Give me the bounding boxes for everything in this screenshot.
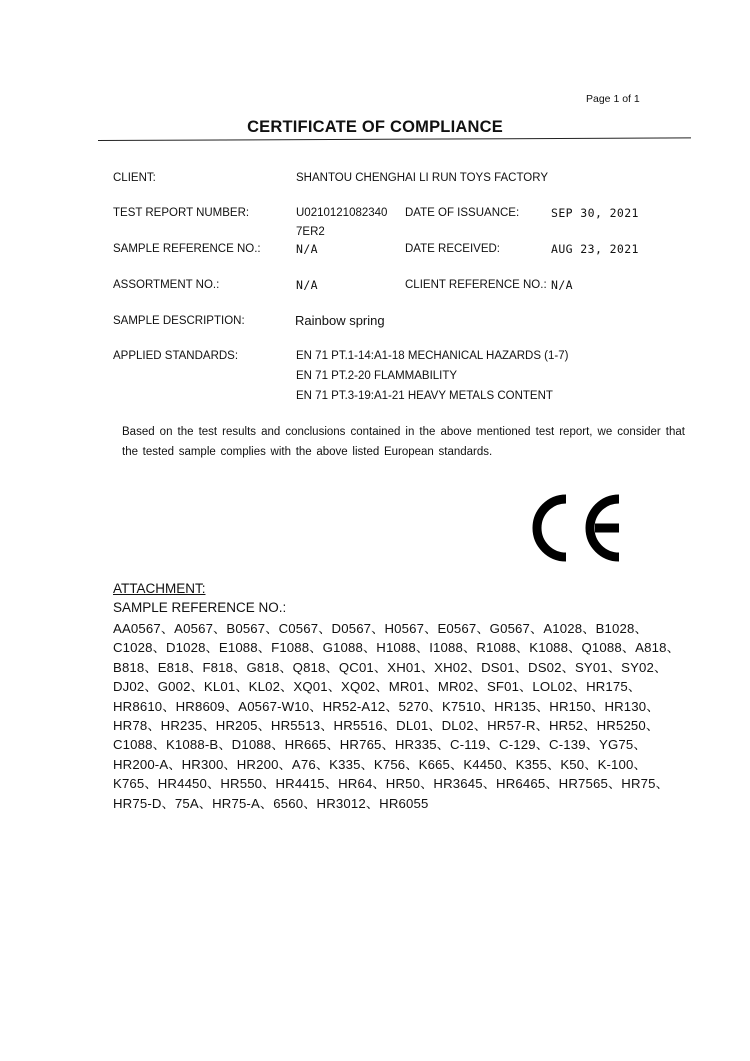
date-received-value: AUG 23, 2021 <box>551 242 639 256</box>
assortment-value: N/A <box>296 278 318 292</box>
sample-reference-label: SAMPLE REFERENCE NO.: <box>113 243 261 255</box>
sample-description-label: SAMPLE DESCRIPTION: <box>113 315 245 327</box>
standard-item: EN 71 PT.2-20 FLAMMABILITY <box>296 370 458 382</box>
sample-reference-list: AA0567、A0567、B0567、C0567、D0567、H0567、E0567、G0567、A1028、B1028、C1028、D1028、E1088、F1088、G1088、H1088、I1088、R1088、K1088、Q1088、A818、B818、E818、F818、G818、Q818、QC01、XH01、XH02、DS01、DS02、SY01、SY02、DJ02、G002、KL01、KL02、XQ01、XQ02、MR01、MR02、SF01、LOL02、HR175、HR8610、HR8609、A0567-W10、HR52-A12、5270、K7510、HR135、HR150、HR130、HR78、HR235、HR205、HR5513、HR5516、DL01、DL02、HR57-R、HR52、HR5250、C1088、K1088-B、D1088、HR665、HR765、HR335、C-119、C-129、C-139、YG75、HR200-A、HR300、HR200、A76、K335、K756、K665、K4450、K355、K50、K-100、K765、HR4450、HR550、HR4415、HR64、HR50、HR3645、HR6465、HR7565、HR75、HR75-D、75A、HR75-A、6560、HR3012、HR6055 <box>113 621 680 811</box>
client-reference-value: N/A <box>551 278 573 292</box>
report-number-value-continued: 7ER2 <box>296 226 325 238</box>
assortment-label: ASSORTMENT NO.: <box>113 279 220 291</box>
sample-description-value: Rainbow spring <box>295 313 385 328</box>
compliance-statement: Based on the test results and conclusions contained in the above mentioned test report, we consider that the tested sample complies with the above listed European standards. <box>122 426 685 458</box>
issuance-date-label: DATE OF ISSUANCE: <box>405 207 520 219</box>
issuance-date-value: SEP 30, 2021 <box>551 206 639 220</box>
report-number-label: TEST REPORT NUMBER: <box>113 207 250 219</box>
attachment-heading: ATTACHMENT: <box>113 581 206 596</box>
page-number: Page 1 of 1 <box>586 93 640 105</box>
ce-mark-icon <box>526 490 626 566</box>
applied-standards-label: APPLIED STANDARDS: <box>113 350 239 362</box>
page-title: CERTIFICATE OF COMPLIANCE <box>247 118 503 136</box>
title-divider <box>98 137 691 141</box>
attachment-subheading: SAMPLE REFERENCE NO.: <box>113 600 287 615</box>
standard-item: EN 71 PT.1-14:A1-18 MECHANICAL HAZARDS (1-7) <box>296 350 569 362</box>
client-label: CLIENT: <box>113 172 156 184</box>
report-number-value: U0210121082340 <box>296 207 388 219</box>
sample-reference-value: N/A <box>296 242 318 256</box>
date-received-label: DATE RECEIVED: <box>405 243 500 255</box>
standard-item: EN 71 PT.3-19:A1-21 HEAVY METALS CONTENT <box>296 390 553 402</box>
client-reference-label: CLIENT REFERENCE NO.: <box>405 279 547 291</box>
client-value: SHANTOU CHENGHAI LI RUN TOYS FACTORY <box>296 172 548 184</box>
